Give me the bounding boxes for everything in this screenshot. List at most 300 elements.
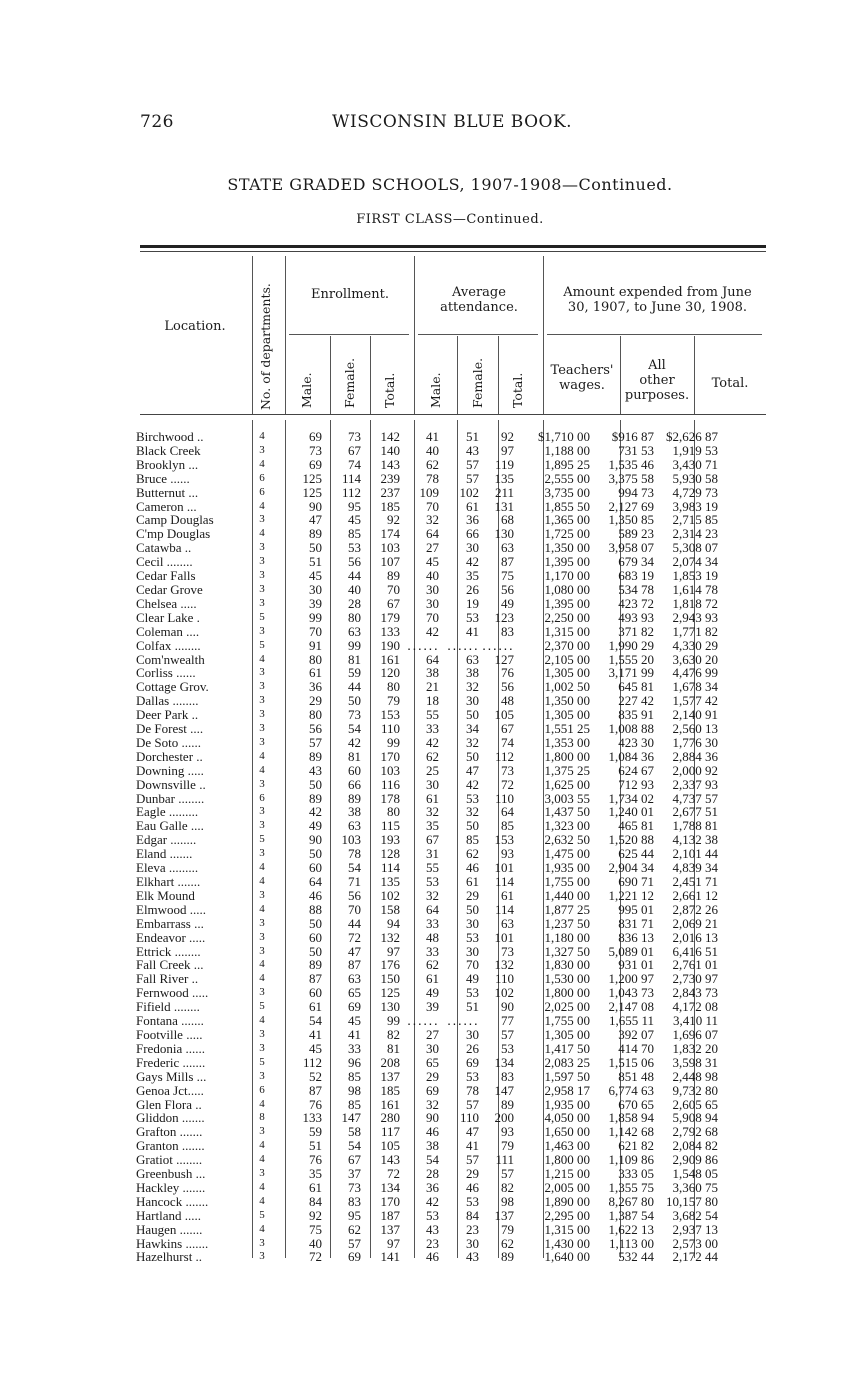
cell-attend-female: 32 bbox=[466, 679, 479, 695]
cell-teachers-wages: 1,800 00 bbox=[544, 1152, 590, 1168]
cell-attend-male: 30 bbox=[426, 595, 439, 611]
cell-departments: 4 bbox=[259, 527, 265, 540]
cell-other-purposes: 624 67 bbox=[618, 762, 654, 778]
cell-teachers-wages: 1,327 50 bbox=[544, 943, 590, 959]
cell-other-purposes: 1,555 20 bbox=[608, 651, 654, 667]
table-row bbox=[136, 597, 718, 611]
cell-departments: 3 bbox=[259, 513, 265, 526]
cell-location: Brooklyn ... bbox=[136, 457, 199, 472]
cell-teachers-wages: 1,350 00 bbox=[544, 540, 590, 556]
cell-other-purposes: 5,089 01 bbox=[608, 943, 654, 959]
cell-other-purposes: 625 44 bbox=[618, 846, 654, 862]
cell-enroll-total: 117 bbox=[380, 1124, 400, 1140]
cell-other-purposes: 423 30 bbox=[618, 734, 654, 750]
cell-enroll-female: 85 bbox=[348, 526, 361, 542]
cell-enroll-female: 69 bbox=[348, 999, 361, 1015]
cell-enroll-male: 76 bbox=[309, 1152, 322, 1168]
cell-enroll-female: 78 bbox=[348, 846, 361, 862]
table-row bbox=[136, 1209, 718, 1223]
cell-departments: 5 bbox=[259, 1055, 265, 1068]
cell-enroll-female: 73 bbox=[348, 1179, 361, 1195]
cell-location: Elmwood ..... bbox=[136, 902, 207, 917]
cell-expended-total: 4,476 99 bbox=[672, 665, 718, 681]
cell-enroll-total: 107 bbox=[380, 554, 400, 570]
cell-location: Haugen ....... bbox=[136, 1222, 203, 1237]
cell-expended-total: 3,598 31 bbox=[672, 1054, 718, 1070]
cell-enroll-total: 137 bbox=[380, 1068, 400, 1084]
divider bbox=[330, 336, 331, 414]
cell-other-purposes: 835 91 bbox=[618, 707, 654, 723]
cell-attend-total: 93 bbox=[501, 846, 514, 862]
cell-attend-female: 110 bbox=[459, 1110, 479, 1126]
table-row bbox=[136, 819, 718, 833]
cell-enroll-male: 92 bbox=[309, 1207, 322, 1223]
cell-attend-male: 40 bbox=[426, 442, 439, 458]
table-row bbox=[136, 1153, 718, 1167]
cell-expended-total: 2,761 01 bbox=[672, 957, 718, 973]
cell-expended-total: 2,943 93 bbox=[672, 609, 718, 625]
cell-attend-male: 21 bbox=[426, 679, 439, 695]
cell-departments: 6 bbox=[259, 791, 265, 804]
cell-attend-total: 123 bbox=[494, 609, 514, 625]
cell-attend-total: 114 bbox=[494, 901, 514, 917]
cell-attend-total: 147 bbox=[494, 1082, 514, 1098]
cell-location: Clear Lake . bbox=[136, 610, 200, 625]
cell-enroll-female: 112 bbox=[341, 484, 361, 500]
cell-enroll-female: 66 bbox=[348, 776, 361, 792]
cell-enroll-total: 137 bbox=[380, 1221, 400, 1237]
cell-attend-female: 57 bbox=[466, 1152, 479, 1168]
cell-location: Genoa Jct..... bbox=[136, 1083, 204, 1098]
cell-attend-total: 93 bbox=[501, 1124, 514, 1140]
cell-other-purposes: 836 13 bbox=[618, 929, 654, 945]
table-row bbox=[136, 861, 718, 875]
cell-location: Dallas ........ bbox=[136, 694, 199, 709]
cell-other-purposes: 1,858 94 bbox=[608, 1110, 654, 1126]
cell-enroll-male: 87 bbox=[309, 971, 322, 987]
cell-attend-total: 63 bbox=[501, 915, 514, 931]
cell-attend-female: 23 bbox=[466, 1221, 479, 1237]
cell-attend-male: 55 bbox=[426, 707, 439, 723]
cell-attend-total: 49 bbox=[501, 595, 514, 611]
cell-location: Birchwood .. bbox=[136, 430, 204, 444]
cell-teachers-wages: 1,417 50 bbox=[544, 1040, 590, 1056]
cell-attend-male: 61 bbox=[426, 790, 439, 806]
table-row bbox=[136, 708, 718, 722]
cell-teachers-wages: 2,958 17 bbox=[544, 1082, 590, 1098]
cell-teachers-wages: 1,935 00 bbox=[544, 1096, 590, 1112]
cell-enroll-female: 85 bbox=[348, 1068, 361, 1084]
cell-enroll-male: 47 bbox=[309, 512, 322, 528]
cell-enroll-total: 115 bbox=[380, 818, 400, 834]
cell-enroll-total: 132 bbox=[380, 929, 400, 945]
cell-attend-male: 55 bbox=[426, 860, 439, 876]
cell-enroll-total: 208 bbox=[380, 1054, 400, 1070]
cell-teachers-wages: 1,725 00 bbox=[544, 526, 590, 542]
cell-location: Hackley ....... bbox=[136, 1180, 206, 1195]
cell-attend-female: 102 bbox=[459, 484, 479, 500]
cell-location: Dorchester .. bbox=[136, 749, 203, 764]
enrollment-header: Enrollment. bbox=[311, 287, 389, 302]
cell-enroll-total: 141 bbox=[380, 1249, 400, 1265]
cell-departments: 4 bbox=[259, 1139, 265, 1152]
cell-other-purposes: 1,734 02 bbox=[608, 790, 654, 806]
cell-other-purposes: 333 05 bbox=[618, 1166, 654, 1182]
table-row bbox=[136, 639, 718, 653]
table-row bbox=[136, 875, 718, 889]
cell-enroll-female: 103 bbox=[341, 832, 361, 848]
cell-departments: 3 bbox=[259, 541, 265, 554]
cell-location: Elk Mound bbox=[136, 888, 195, 903]
cell-attend-female: 30 bbox=[466, 693, 479, 709]
cell-other-purposes: 645 81 bbox=[618, 679, 654, 695]
table-row bbox=[136, 917, 718, 931]
cell-expended-total: 2,872 26 bbox=[672, 901, 718, 917]
cell-attend-female: 84 bbox=[466, 1207, 479, 1223]
cell-enroll-total: 170 bbox=[380, 748, 400, 764]
table-row bbox=[136, 458, 718, 472]
cell-other-purposes: 392 07 bbox=[618, 1026, 654, 1042]
cell-attend-female: 26 bbox=[466, 1040, 479, 1056]
cell-other-purposes: 683 19 bbox=[618, 568, 654, 584]
cell-enroll-total: 97 bbox=[387, 943, 400, 959]
cell-enroll-female: 44 bbox=[348, 679, 361, 695]
cell-other-purposes: 423 72 bbox=[618, 595, 654, 611]
cell-enroll-male: 69 bbox=[309, 456, 322, 472]
cell-enroll-female: 47 bbox=[348, 943, 361, 959]
cell-enroll-female: 58 bbox=[348, 1124, 361, 1140]
cell-expended-total: 1,818 72 bbox=[672, 595, 718, 611]
enrollment-female-header: Female. bbox=[342, 357, 357, 408]
cell-enroll-male: 73 bbox=[309, 442, 322, 458]
book-title: WISCONSIN BLUE BOOK. bbox=[332, 112, 573, 132]
cell-attend-female: 61 bbox=[466, 874, 479, 889]
cell-enroll-male: 45 bbox=[309, 568, 322, 584]
cell-enroll-female: 62 bbox=[348, 1221, 361, 1237]
cell-enroll-total: 158 bbox=[380, 901, 400, 917]
cell-attend-female: 47 bbox=[466, 762, 479, 778]
cell-location: Cameron ... bbox=[136, 499, 197, 514]
cell-enroll-total: 185 bbox=[380, 1082, 400, 1098]
cell-teachers-wages: 1,170 00 bbox=[544, 568, 590, 584]
expended-total-header: Total. bbox=[711, 376, 749, 391]
cell-teachers-wages: 1,365 00 bbox=[544, 512, 590, 528]
cell-other-purposes: 3,958 07 bbox=[608, 540, 654, 556]
cell-enroll-total: 82 bbox=[387, 1026, 400, 1042]
cell-departments: 4 bbox=[259, 749, 265, 762]
cell-teachers-wages: 1,430 00 bbox=[544, 1235, 590, 1251]
cell-location: Fontana ....... bbox=[136, 1014, 204, 1028]
cell-enroll-total: 140 bbox=[380, 442, 400, 458]
cell-teachers-wages: 1,237 50 bbox=[544, 915, 590, 931]
cell-attend-total: 127 bbox=[494, 651, 514, 667]
cell-enroll-total: 190 bbox=[380, 637, 400, 653]
cell-enroll-male: 89 bbox=[309, 526, 322, 542]
cell-attend-total: 56 bbox=[501, 679, 514, 695]
cell-attend-female: 57 bbox=[466, 470, 479, 486]
cell-attend-total: 64 bbox=[501, 804, 514, 820]
cell-location: Deer Park .. bbox=[136, 708, 199, 723]
cell-attend-total: 134 bbox=[494, 1054, 514, 1070]
cell-attend-male: 69 bbox=[426, 1082, 439, 1098]
table-title: STATE GRADED SCHOOLS, 1907-1908—Continued. bbox=[227, 175, 673, 194]
cell-enroll-total: 143 bbox=[380, 456, 400, 472]
cell-location: Eleva ......... bbox=[136, 861, 199, 875]
departments-header: No. of departments. bbox=[258, 283, 273, 410]
enrollment-male-header: Male. bbox=[299, 372, 314, 408]
cell-departments: 4 bbox=[259, 875, 265, 887]
table-row bbox=[136, 805, 718, 819]
cell-attend-female: 41 bbox=[466, 623, 479, 639]
cell-enroll-female: 53 bbox=[348, 540, 361, 556]
cell-attend-female: 51 bbox=[466, 429, 479, 444]
cell-attend-male: ․․․․․․ bbox=[406, 637, 439, 653]
cell-departments: 6 bbox=[259, 471, 265, 484]
cell-departments: 4 bbox=[259, 972, 265, 985]
table-row bbox=[136, 694, 718, 708]
teachers-wages-header-line: Teachers' bbox=[550, 363, 614, 378]
cell-enroll-female: 80 bbox=[348, 609, 361, 625]
cell-enroll-male: 70 bbox=[309, 623, 322, 639]
cell-location: Downing ..... bbox=[136, 763, 204, 778]
cell-location: De Soto ...... bbox=[136, 735, 201, 750]
table-row bbox=[136, 513, 718, 527]
cell-other-purposes: 1,535 46 bbox=[608, 456, 654, 472]
cell-enroll-female: 74 bbox=[348, 456, 361, 472]
expended-header-line: Amount expended from June bbox=[563, 285, 752, 300]
cell-enroll-female: 42 bbox=[348, 734, 361, 750]
cell-expended-total: 1,678 34 bbox=[672, 679, 718, 695]
cell-expended-total: 3,430 71 bbox=[672, 456, 718, 472]
cell-attend-total: 79 bbox=[501, 1138, 514, 1154]
cell-teachers-wages: 1,800 00 bbox=[544, 985, 590, 1001]
attendance-male-header: Male. bbox=[428, 372, 443, 408]
cell-teachers-wages: 1,650 00 bbox=[544, 1124, 590, 1140]
cell-teachers-wages: 1,625 00 bbox=[544, 776, 590, 792]
cell-other-purposes: 831 71 bbox=[618, 915, 654, 931]
cell-attend-male: 62 bbox=[426, 748, 439, 764]
cell-attend-male: 32 bbox=[426, 1096, 439, 1112]
location-header: Location. bbox=[164, 319, 226, 334]
cell-location: Greenbush ... bbox=[136, 1167, 206, 1181]
cell-teachers-wages: 1,080 00 bbox=[544, 581, 590, 597]
cell-enroll-male: 35 bbox=[309, 1166, 322, 1182]
cell-location: Gliddon ....... bbox=[136, 1111, 205, 1126]
cell-location: Eagle ......... bbox=[136, 805, 199, 820]
cell-attend-total: 119 bbox=[494, 456, 514, 472]
cell-teachers-wages: 2,370 00 bbox=[544, 637, 590, 653]
cell-location: Fredonia ...... bbox=[136, 1041, 205, 1056]
cell-enroll-male: 125 bbox=[302, 470, 322, 486]
table-row bbox=[136, 1195, 718, 1209]
cell-enroll-male: 49 bbox=[309, 818, 322, 834]
cell-departments: 3 bbox=[259, 916, 265, 929]
cell-expended-total: 2,448 98 bbox=[672, 1068, 718, 1084]
cell-enroll-female: 63 bbox=[348, 971, 361, 987]
cell-attend-male: 64 bbox=[426, 526, 439, 542]
cell-attend-total: 73 bbox=[501, 943, 514, 959]
cell-attend-male: 18 bbox=[426, 693, 439, 709]
cell-departments: 4 bbox=[259, 958, 265, 971]
cell-enroll-male: 80 bbox=[309, 707, 322, 723]
cell-other-purposes: 1,109 86 bbox=[608, 1152, 654, 1168]
cell-attend-male: 33 bbox=[426, 943, 439, 959]
cell-attend-male: 39 bbox=[426, 999, 439, 1015]
cell-teachers-wages: 1,315 00 bbox=[544, 623, 590, 639]
cell-teachers-wages: 1,315 00 bbox=[544, 1221, 590, 1237]
table-row bbox=[136, 1139, 718, 1153]
cell-attend-female: 32 bbox=[466, 734, 479, 750]
cell-location: Com'nwealth bbox=[136, 652, 205, 667]
attendance-header-line: Average bbox=[452, 285, 506, 300]
cell-enroll-female: 96 bbox=[348, 1054, 361, 1070]
top-rule-thick bbox=[140, 245, 766, 248]
cell-attend-female: 85 bbox=[466, 832, 479, 848]
cell-other-purposes: 2,147 08 bbox=[608, 999, 654, 1015]
cell-attend-male: 23 bbox=[426, 1235, 439, 1251]
cell-expended-total: 2,337 93 bbox=[672, 776, 718, 792]
cell-departments: 3 bbox=[259, 582, 265, 595]
divider bbox=[285, 256, 286, 414]
cell-enroll-total: 125 bbox=[380, 985, 400, 1001]
cell-enroll-male: 89 bbox=[309, 957, 322, 973]
cell-enroll-male: 80 bbox=[309, 651, 322, 667]
cell-location: Downsville .. bbox=[136, 777, 206, 792]
cell-enroll-female: 99 bbox=[348, 637, 361, 653]
cell-attend-female: 46 bbox=[466, 860, 479, 876]
cell-enroll-total: 110 bbox=[380, 721, 400, 737]
divider bbox=[543, 256, 544, 414]
cell-attend-female: 38 bbox=[466, 665, 479, 681]
cell-enroll-male: 50 bbox=[309, 776, 322, 792]
cell-other-purposes: $916 87 bbox=[611, 429, 654, 444]
cell-enroll-total: 135 bbox=[380, 874, 400, 889]
expended-header bbox=[545, 285, 770, 315]
cell-location: Colfax ........ bbox=[136, 638, 201, 653]
cell-departments: 3 bbox=[259, 1069, 265, 1082]
cell-enroll-total: 80 bbox=[387, 679, 400, 695]
cell-teachers-wages: 1,180 00 bbox=[544, 929, 590, 945]
cell-enroll-total: 114 bbox=[380, 860, 400, 876]
cell-attend-total: 114 bbox=[494, 874, 514, 889]
cell-location: Corliss ...... bbox=[136, 666, 196, 681]
table-row bbox=[136, 764, 718, 778]
table-row bbox=[136, 1070, 718, 1084]
cell-teachers-wages: 1,440 00 bbox=[544, 887, 590, 903]
cell-attend-male: 43 bbox=[426, 1221, 439, 1237]
cell-attend-female: 47 bbox=[466, 1124, 479, 1140]
table-row bbox=[136, 889, 718, 903]
table-row bbox=[136, 500, 718, 514]
cell-teachers-wages: 2,250 00 bbox=[544, 609, 590, 625]
cell-expended-total: 2,730 97 bbox=[672, 971, 718, 987]
cell-other-purposes: 1,387 54 bbox=[608, 1207, 654, 1223]
cell-expended-total: 2,605 65 bbox=[672, 1096, 718, 1112]
cell-enroll-total: 81 bbox=[387, 1040, 400, 1056]
cell-other-purposes: 465 81 bbox=[618, 818, 654, 834]
cell-teachers-wages: 1,855 50 bbox=[544, 498, 590, 514]
divider bbox=[457, 336, 458, 414]
cell-departments: 5 bbox=[259, 638, 265, 651]
cell-expended-total: 2,016 13 bbox=[672, 929, 718, 945]
cell-departments: 3 bbox=[259, 569, 265, 582]
cell-enroll-female: 57 bbox=[348, 1235, 361, 1251]
cell-enroll-male: 61 bbox=[309, 1179, 322, 1195]
cell-location: Cedar Grove bbox=[136, 582, 203, 597]
table-row bbox=[136, 569, 718, 583]
cell-attend-female: 30 bbox=[466, 1235, 479, 1251]
cell-departments: 4 bbox=[259, 1097, 265, 1110]
table-row bbox=[136, 1125, 718, 1139]
cell-attend-female: 57 bbox=[466, 1096, 479, 1112]
cell-attend-total: 101 bbox=[494, 860, 514, 876]
cell-enroll-total: 102 bbox=[380, 887, 400, 903]
cell-enroll-male: 89 bbox=[309, 790, 322, 806]
cell-enroll-female: 56 bbox=[348, 554, 361, 570]
schools-table-body bbox=[136, 430, 718, 1264]
cell-expended-total: 2,937 13 bbox=[672, 1221, 718, 1237]
cell-teachers-wages: 1,877 25 bbox=[544, 901, 590, 917]
cell-enroll-female: 60 bbox=[348, 762, 361, 778]
cell-expended-total: 2,573 00 bbox=[672, 1235, 718, 1251]
cell-attend-male: 45 bbox=[426, 554, 439, 570]
cell-expended-total: 6,416 51 bbox=[672, 943, 718, 959]
cell-attend-female: ․․․․․․ bbox=[446, 637, 479, 653]
cell-departments: 3 bbox=[259, 708, 265, 721]
cell-expended-total: 4,330 29 bbox=[672, 637, 718, 653]
cell-attend-female: 49 bbox=[466, 971, 479, 987]
cell-attend-total: 82 bbox=[501, 1179, 514, 1195]
cell-enroll-male: 41 bbox=[309, 1026, 322, 1042]
cell-teachers-wages: 2,632 50 bbox=[544, 832, 590, 848]
cell-attend-male: 38 bbox=[426, 1138, 439, 1154]
cell-attend-total: ․․․․․․ bbox=[481, 637, 514, 653]
cell-expended-total: 9,732 80 bbox=[672, 1082, 718, 1098]
cell-other-purposes: 731 53 bbox=[618, 442, 654, 458]
cell-teachers-wages: 1,002 50 bbox=[544, 679, 590, 695]
cell-teachers-wages: 1,800 00 bbox=[544, 748, 590, 764]
cell-attend-male: 30 bbox=[426, 1040, 439, 1056]
cell-expended-total: 2,884 36 bbox=[672, 748, 718, 764]
cell-attend-total: 83 bbox=[501, 623, 514, 639]
cell-attend-male: 41 bbox=[426, 429, 439, 444]
cell-enroll-total: 80 bbox=[387, 804, 400, 820]
cell-expended-total: 4,729 73 bbox=[672, 484, 718, 500]
cell-enroll-total: 161 bbox=[380, 1096, 400, 1112]
cell-enroll-male: 87 bbox=[309, 1082, 322, 1098]
cell-location: Grafton ....... bbox=[136, 1125, 203, 1140]
cell-other-purposes: 712 93 bbox=[618, 776, 654, 792]
cell-attend-male: 46 bbox=[426, 1249, 439, 1265]
table-row bbox=[136, 625, 718, 639]
table-row bbox=[136, 986, 718, 1000]
cell-enroll-total: 72 bbox=[387, 1166, 400, 1182]
table-row bbox=[136, 653, 718, 667]
cell-enroll-total: 92 bbox=[387, 512, 400, 528]
cell-enroll-total: 134 bbox=[380, 1179, 400, 1195]
divider bbox=[694, 336, 695, 414]
cell-attend-total: 131 bbox=[494, 498, 514, 514]
table-row bbox=[136, 1111, 718, 1125]
cell-expended-total: 2,843 73 bbox=[672, 985, 718, 1001]
cell-location: Granton ....... bbox=[136, 1139, 205, 1154]
table-row bbox=[136, 833, 718, 847]
cell-other-purposes: 1,084 36 bbox=[608, 748, 654, 764]
cell-enroll-female: 63 bbox=[348, 818, 361, 834]
cell-location: Cecil ........ bbox=[136, 555, 193, 570]
cell-enroll-female: 28 bbox=[348, 595, 361, 611]
cell-departments: 3 bbox=[259, 694, 265, 707]
